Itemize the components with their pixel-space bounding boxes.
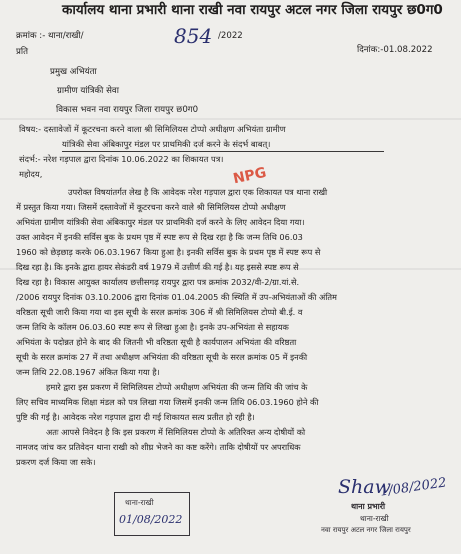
- signature-scrawl: Shaw: [338, 476, 391, 498]
- reference-year: /2022: [218, 31, 243, 41]
- signature-date: 1/08/2022: [379, 475, 448, 500]
- body-line: हमारे द्वारा इस प्रकरण में सिमिलियस टोप्पो अधीक्षण अभियंता की जन्म तिथि की जांच के: [46, 382, 308, 392]
- body-line: /2006 रायपुर दिनांक 03.10.2006 द्वारा दिनांक 01.04.2005 की स्थिति में उप-अभियंताओं की अंतिम: [16, 292, 337, 302]
- office-header: कार्यालय थाना प्रभारी थाना राखी नवा रायपुर अटल नगर जिला रायपुर छ0ग0: [62, 2, 443, 18]
- addressee-line: विकास भवन नवा रायपुर जिला रायपुर छ0ग0: [56, 105, 199, 115]
- body-line: वरिष्ठता सूची जारी किया गया था इस सूची के सरल क्रमांक 306 में श्री सिमिलियस टोप्पो बी.ई. व: [16, 307, 303, 317]
- body-line: अतः आपसे निवेदन है कि इस प्रकरण में सिमिलियस टोप्पो के अतिरिक्त अन्य दोषीयों को: [46, 427, 306, 437]
- signatory-address: नवा रायपुर अटल नगर जिला रायपुर: [321, 526, 411, 534]
- body-line: में प्रस्तुत किया गया। जिसमें दस्तावेजों में कूटरचना करने वाले श्री सिमिलियस टोप्पो अधीक्षण: [16, 202, 286, 212]
- receipt-stamp: [114, 492, 190, 536]
- body-line: 1960 को छेड़छाड़ करके 06.03.1967 किया हुआ है। इनकी सर्विस बुक के प्रथम पृष्ठ में स्पष्ट रूप से: [16, 247, 321, 257]
- body-line: अभियंता के पदोन्नत होने के बाद की जितनी भी वरिष्ठता सूची है कार्यपालन अभियंता की वरिष्ठता: [16, 337, 297, 347]
- signatory-designation: थाना प्रभारी: [351, 502, 386, 511]
- subject-underline: [62, 151, 384, 152]
- reference-letter: संदर्भ:- नरेश गड़पाल द्वारा दिनांक 10.06.2022 का शिकायत पत्र।: [19, 154, 224, 164]
- body-line: जन्म तिथि के कॉलम 06.03.60 स्पष्ट रूप से लिखा हुआ है। इनके उप-अभियंता से सहायक: [16, 322, 289, 332]
- signatory-station: थाना-राखी: [360, 514, 389, 523]
- body-line: उक्त आवेदन में इनकी सर्विस बुक के प्रथम पृष्ठ में स्पष्ट रूप से दिख रहा है कि जन्म तिथि 06.03: [16, 232, 303, 242]
- body-line: उपरोक्त विषयांतर्गत लेख है कि आवेदक नरेश गड़पाल द्वारा एक शिकायत पत्र थाना राखी: [68, 187, 328, 197]
- addressee-line: प्रमुख अभियंता: [50, 67, 97, 77]
- paper-fold: [0, 118, 461, 120]
- salutation: महोदय,: [19, 169, 43, 179]
- body-line: सूची के सरल क्रमांक 27 में तथा अधीक्षण अभियंता की वरिष्ठता सूची के सरल क्रमांक 05 में इनकी: [16, 352, 308, 362]
- body-line: दिख रहा है। कि इनके द्वारा हायर सेकंडरी वर्ष 1979 में उत्तीर्ण की गई है। यह इससे स्पष्ट रूप से: [16, 262, 299, 272]
- reference-label: क्रमांक :- थाना/राखी/: [16, 31, 84, 41]
- body-line: नामजद जांच कर प्रतिवेदन थाना राखी को शीघ्र भेजने का कष्ट करेंगे। ताकि दोषीयों पर अपराधिक: [16, 442, 301, 452]
- addressee-line: ग्रामीण यांत्रिकी सेवा: [57, 86, 119, 96]
- subject-line: विषय:- दस्तावेजों में कूटरचना करने वाला श्री सिमिलियस टोप्पो अधीक्षण अभियंता ग्रामीण: [19, 124, 286, 134]
- body-line: पुष्टि की गई है। आवेदक नरेश गड़पाल द्वारा दी गई शिकायत सत्य प्रतीत हो रही है।: [16, 412, 255, 422]
- body-line: प्रकरण दर्ज किया जा सके।: [16, 457, 96, 467]
- subject-line: यांत्रिकी सेवा अंबिकापुर मंडल पर प्राथमिकी दर्ज करने के संदर्भ बाबत्।: [62, 139, 271, 149]
- body-line: अभियंता ग्रामीण यांत्रिकी सेवा अंबिकापुर मंडल पर प्राथमिकी दर्ज करने के लिए आवेदन दिया गया।: [16, 217, 305, 227]
- npg-watermark: NPG: [231, 164, 268, 188]
- body-line: जन्म तिथि 22.08.1967 अंकित किया गया है।: [16, 367, 160, 377]
- receipt-stamp-date: 01/08/2022: [119, 513, 183, 526]
- letter-number: 854: [174, 24, 213, 48]
- prati-label: प्रति: [16, 47, 29, 57]
- body-line: लिए सचिव माध्यमिक शिक्षा मंडल को पत्र लिखा गया जिसमें इनकी जन्म तिथि 06.03.1960 होने की: [16, 397, 319, 407]
- letter-date: दिनांक:-01.08.2022: [357, 45, 433, 55]
- body-line: दिख रहा है। विकास आयुक्त कार्यालय छत्तीसगढ़ रायपुर द्वारा पत्र क्रमांक 2032/वी-2/ग्रा.यां.से.: [16, 277, 300, 287]
- receipt-stamp-label: थाना-राखी: [125, 498, 154, 507]
